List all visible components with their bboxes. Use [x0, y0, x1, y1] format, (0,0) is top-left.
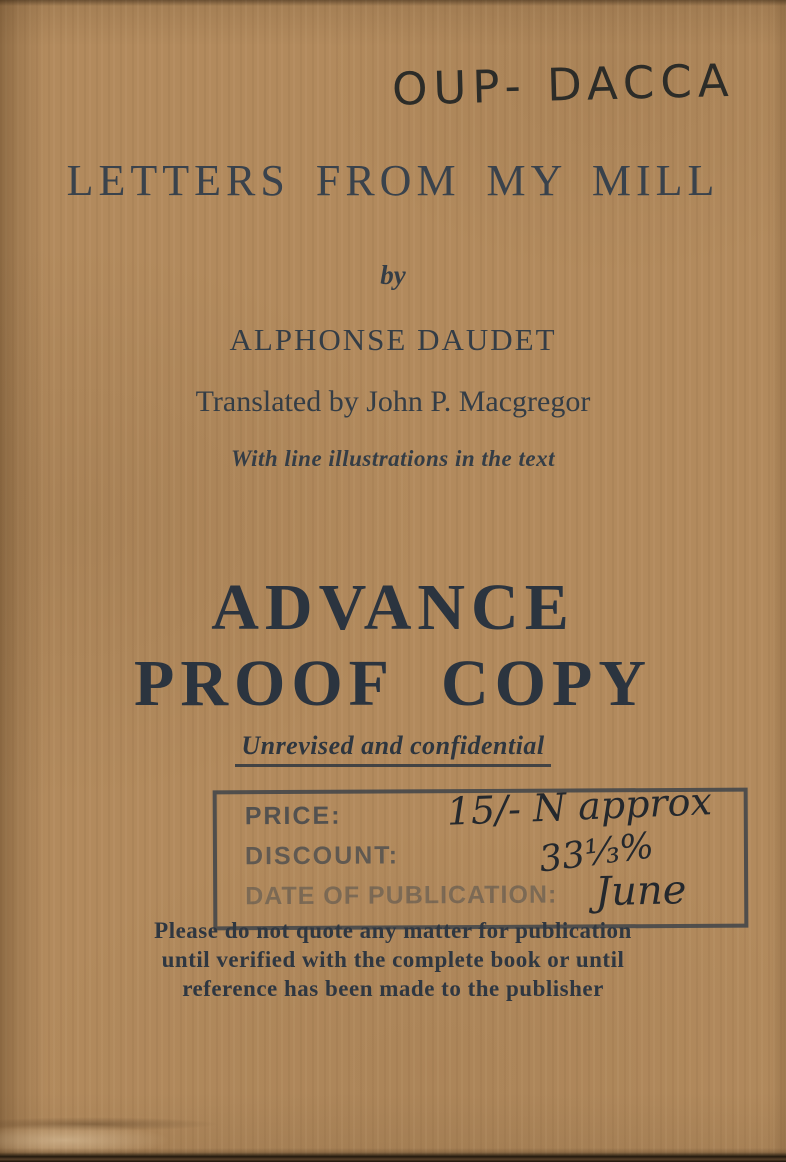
advance-proof-line1: ADVANCE: [211, 571, 575, 644]
confidential-note: [0, 731, 786, 767]
illustrations-note: With line illustrations in the text: [230, 446, 556, 471]
quotation-notice: [0, 916, 786, 1003]
publisher-stamp-box: [213, 779, 749, 931]
discount-label: DISCOUNT:: [244, 841, 400, 871]
quotation-notice-line2: until verified with the complete book or until: [161, 947, 625, 972]
byline-prefix: by: [380, 260, 406, 290]
book-title: LETTERS FROM MY MILL: [66, 156, 720, 205]
publication-date-label: DATE OF PUBLICATION:: [245, 880, 558, 911]
price-label: PRICE:: [244, 801, 342, 831]
handwritten-price-value: 15/- N approx: [445, 779, 713, 834]
confidential-note-text: Unrevised and confidential: [235, 731, 550, 767]
bottom-edge: [0, 1148, 786, 1162]
translator-credit: Translated by John P. Macgregor: [195, 385, 591, 418]
author-name: ALPHONSE DAUDET: [229, 322, 557, 357]
handwritten-publication-value: June: [594, 867, 687, 916]
top-edge: [0, 0, 786, 6]
quotation-notice-line3: reference has been made to the publisher: [182, 976, 604, 1001]
handwritten-discount-value: 33⅓%: [536, 825, 657, 881]
handwritten-imprint-note: OUP- DACCA: [391, 53, 736, 116]
advance-proof-line2: PROOF COPY: [134, 647, 652, 720]
quotation-notice-line1: Please do not quote any matter for publication: [154, 918, 632, 943]
